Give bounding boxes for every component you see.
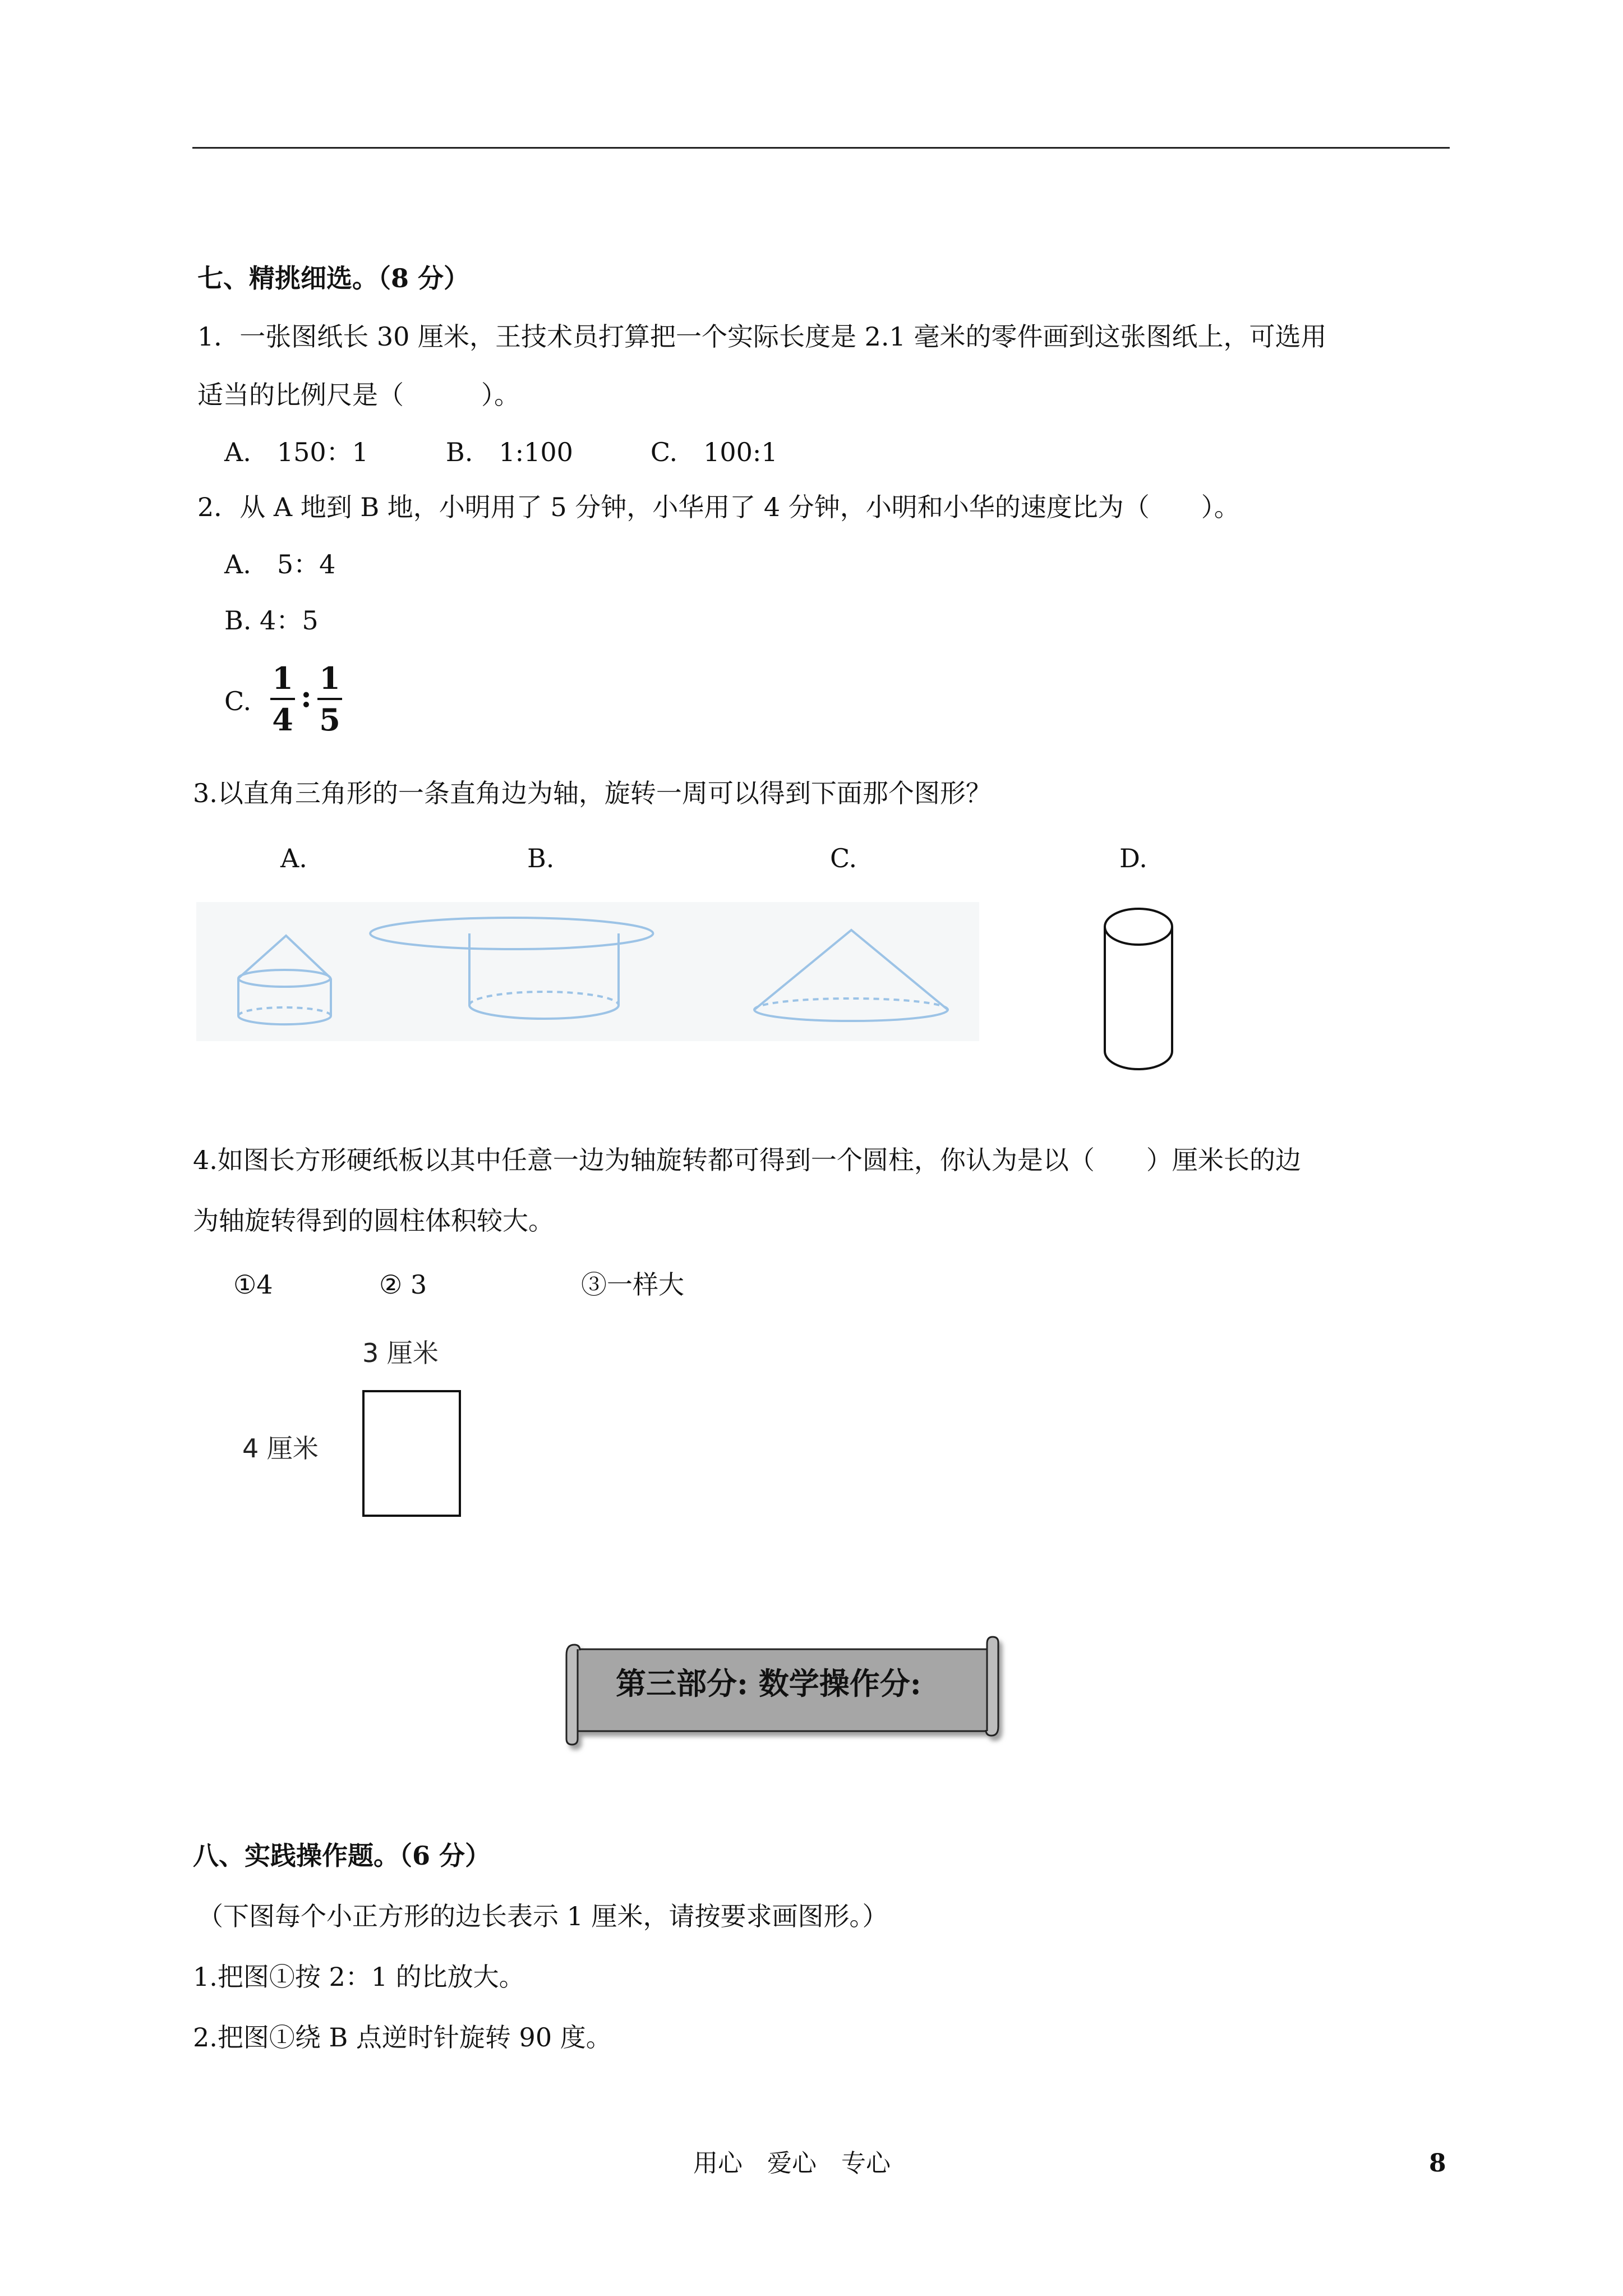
fraction-bar: [270, 698, 295, 700]
ratio-colon: :: [301, 678, 312, 714]
fraction-denominator: 4: [272, 702, 293, 738]
section8-title: 八、实践操作题。（6 分）: [193, 1841, 491, 1871]
q3-figure-strip: [196, 902, 981, 1042]
q4-option-3: ③一样大: [581, 1269, 684, 1300]
section8-item-1: 1.把图①按 2：1 的比放大。: [193, 1962, 525, 1992]
q2-option-a: A. 5：4: [224, 549, 336, 579]
q1-line1: 1．一张图纸长 30 厘米，王技术员打算把一个实际长度是 2.1 毫米的零件画到这张图纸上，可选用: [197, 321, 1327, 352]
header-rule: [192, 147, 1450, 149]
section8-item-2: 2.把图①绕 B 点逆时针旋转 90 度。: [193, 2022, 612, 2053]
q2-option-c-label: C.: [224, 686, 252, 716]
q1-line2: 适当的比例尺是（ ）。: [197, 380, 520, 410]
section7-title: 七、精挑细选。（8 分）: [197, 263, 470, 293]
banner-title: 第三部分: 数学操作分:: [616, 1665, 921, 1701]
q4-line1: 4.如图长方形硬纸板以其中任意一边为轴旋转都可得到一个圆柱，你认为是以（ ）厘米长的边: [193, 1145, 1301, 1175]
fraction-one-quarter: [270, 661, 295, 737]
q2-option-b: B. 4：5: [224, 605, 319, 636]
fraction-one-fifth: [317, 661, 342, 737]
page-number: 8: [1429, 2149, 1446, 2178]
cardboard-rectangle: [362, 1390, 461, 1517]
q3-label-a: A.: [280, 843, 307, 873]
q4-option-2: ② 3: [379, 1269, 427, 1300]
q2-text: 2．从 A 地到 B 地，小明用了 5 分钟，小华用了 4 分钟，小明和小华的速度比为（ ）。: [197, 492, 1240, 522]
fraction-denominator: 5: [319, 702, 340, 738]
q4-line2: 为轴旋转得到的圆柱体积较大。: [193, 1205, 554, 1236]
q3-label-b: B.: [527, 843, 555, 873]
section8-note: （下图每个小正方形的边长表示 1 厘米，请按要求画图形。）: [197, 1901, 888, 1931]
rect-top-label: 3 厘米: [362, 1338, 439, 1368]
footer-motto: 用心 爱心 专心: [693, 2149, 891, 2178]
q3-label-d: D.: [1119, 843, 1147, 873]
q4-option-1: ①4: [233, 1269, 273, 1300]
q3-text: 3.以直角三角形的一条直角边为轴，旋转一周可以得到下面那个图形？: [193, 778, 992, 808]
q1-options: A. 150：1 B. 1:100 C. 100:1: [224, 437, 778, 467]
fraction-bar: [317, 698, 342, 700]
q3-label-c: C.: [830, 843, 857, 873]
fraction-numerator: 1: [272, 660, 293, 696]
fraction-numerator: 1: [319, 660, 340, 696]
tall-cylinder-figure: [1099, 904, 1178, 1073]
rect-side-label: 4 厘米: [242, 1433, 319, 1464]
